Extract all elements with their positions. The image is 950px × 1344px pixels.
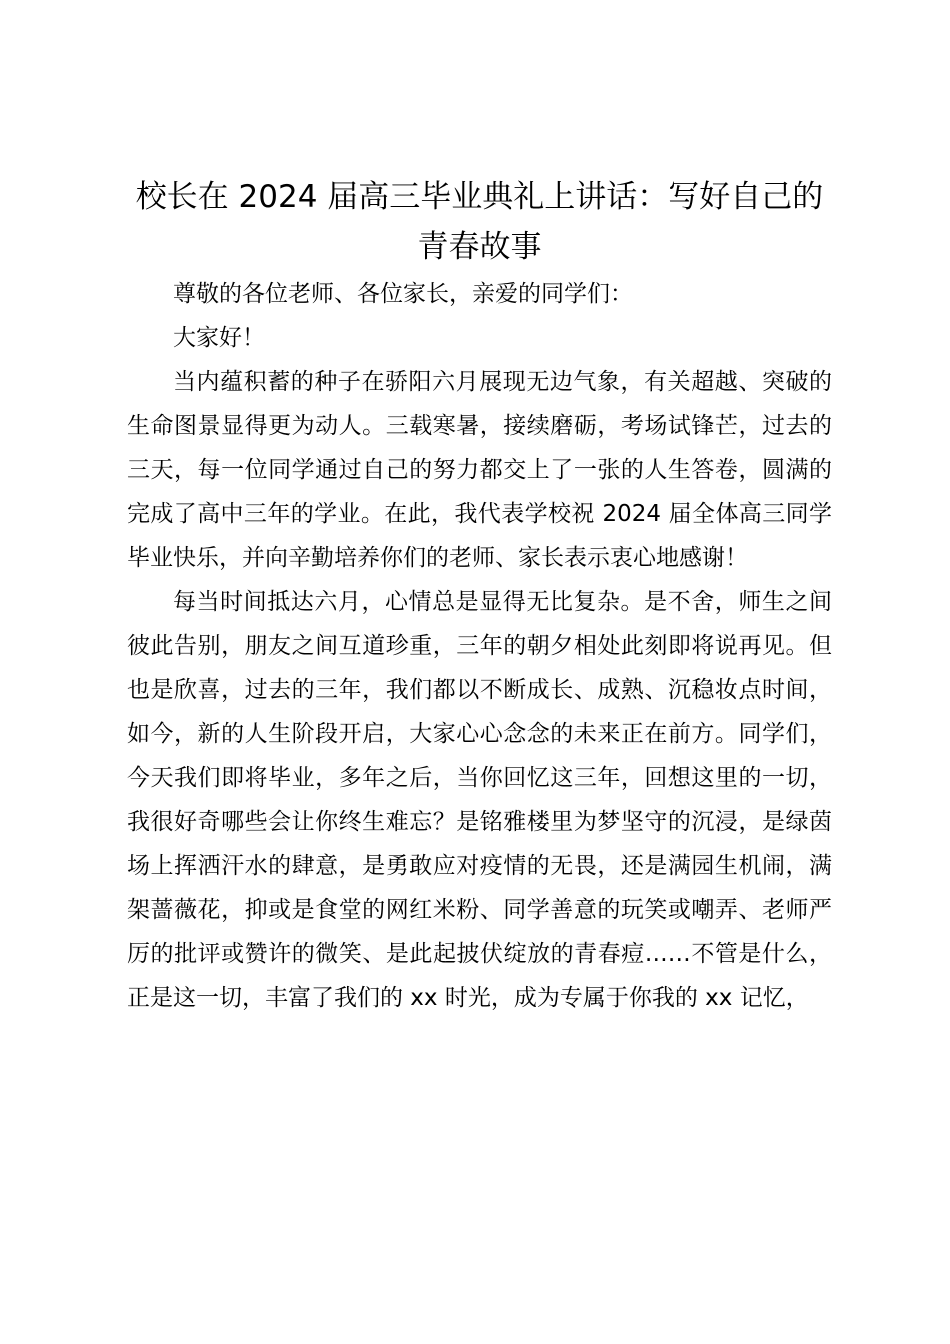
body-paragraph-1: 当内蕴积蓄的种子在骄阳六月展现无边气象，有关超越、突破的生命图景显得更为动人。三载寒暑，接续磨砺，考场试锋芒，过去的三天，每一位同学通过自己的努力都交上了一张的人生答卷，圆满的完成了高中三年的学业。在此，我代表学校祝 2024 届全体高三同学毕业快乐，并向辛勤培养你们的老师、家长表示衷心地感谢！ xyxy=(127,369,832,571)
salutation-paragraph: 尊敬的各位老师、各位家长，亲爱的同学们： xyxy=(173,281,633,307)
document-body xyxy=(127,172,832,1020)
greeting-paragraph: 大家好！ xyxy=(173,325,265,351)
document-title: 校长在 2024 届高三毕业典礼上讲话：写好自己的青春故事 xyxy=(135,179,824,265)
body-paragraph-2: 每当时间抵达六月，心情总是显得无比复杂。是不舍，师生之间彼此告别，朋友之间互道珍重，三年的朝夕相处此刻即将说再见。但也是欣喜，过去的三年，我们都以不断成长、成熟、沉稳妆点时间，如今，新的人生阶段开启，大家心心念念的未来正在前方。同学们，今天我们即将毕业，多年之后，当你回忆这三年，回想这里的一切，我很好奇哪些会让你终生难忘？是铭雅楼里为梦坚守的沉浸，是绿茵场上挥洒汗水的肆意，是勇敢应对疫情的无畏，还是满园生机闹，满架蔷薇花，抑或是食堂的网红米粉、同学善意的玩笑或嘲弄、老师严厉的批评或赞许的微笑、是此起披伏绽放的青春痘……不管是什么，正是这一切，丰富了我们的 xx 时光，成为专属于你我的 xx 记忆， xyxy=(127,589,832,1011)
